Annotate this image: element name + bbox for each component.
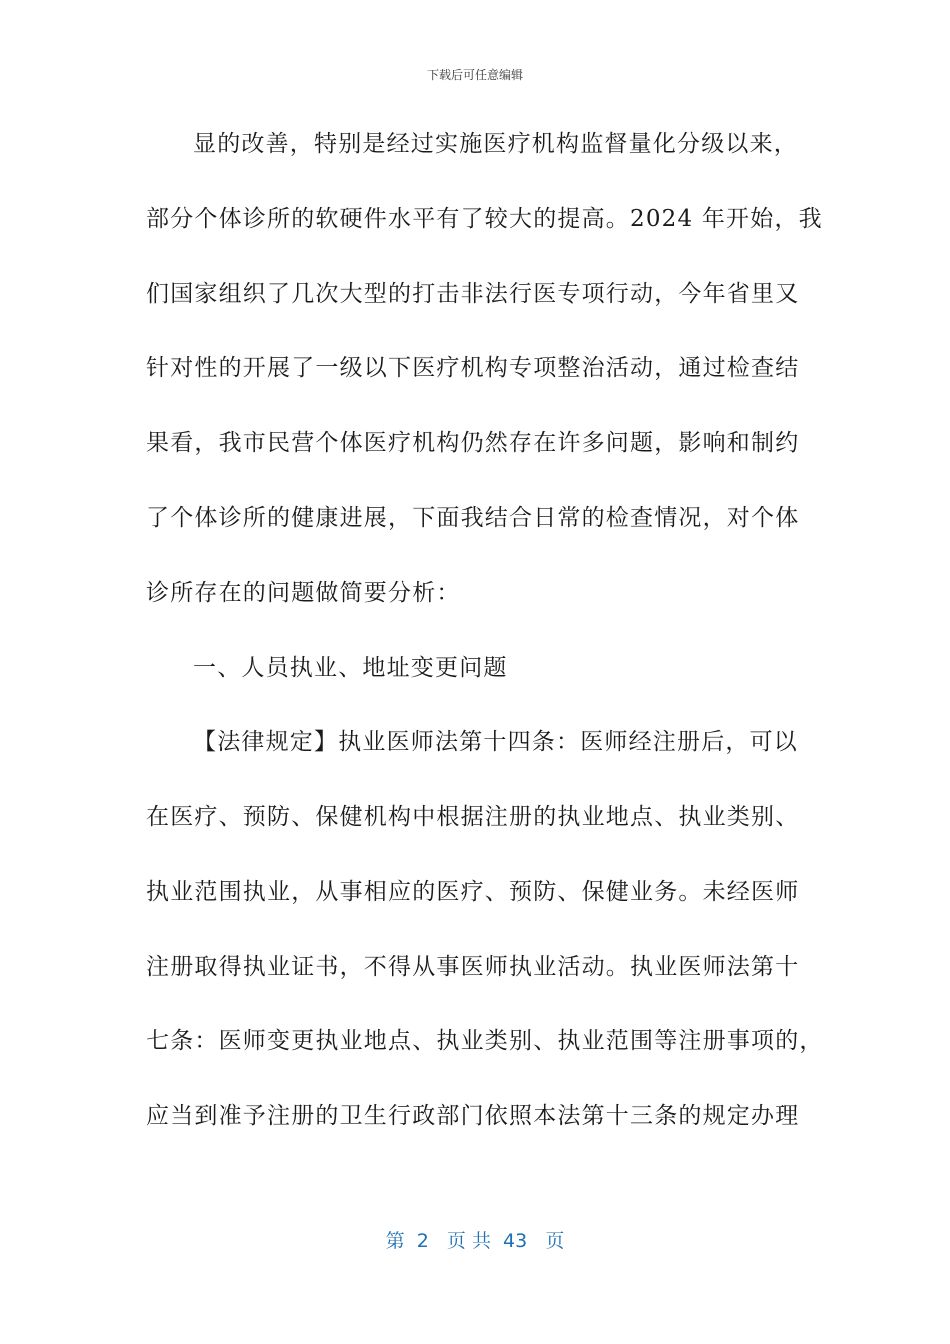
- body-line: 显的改善，特别是经过实施医疗机构监督量化分级以来，: [193, 131, 798, 157]
- body-line: 果看，我市民营个体医疗机构仍然存在许多问题，影响和制约: [146, 430, 800, 456]
- body-line: 诊所存在的问题做简要分析：: [146, 580, 461, 606]
- section-heading: 一、人员执业、地址变更问题: [193, 655, 508, 681]
- body-line: 注册取得执业证书，不得从事医师执业活动。执业医师法第十: [146, 954, 800, 980]
- body-line: 七条：医师变更执业地点、执业类别、执业范围等注册事项的，: [146, 1028, 824, 1054]
- body-line: 们国家组织了几次大型的打击非法行医专项行动，今年省里又: [146, 281, 800, 307]
- page-number-text: 第 2 页 共 43 页: [385, 1230, 565, 1252]
- body-line: 【法律规定】执业医师法第十四条：医师经注册后，可以: [193, 729, 798, 755]
- body-line: 执业范围执业，从事相应的医疗、预防、保健业务。未经医师: [146, 879, 800, 905]
- body-line: 应当到准予注册的卫生行政部门依照本法第十三条的规定办理: [146, 1103, 800, 1129]
- download-edit-note: 下载后可任意编辑: [426, 68, 523, 82]
- body-line: 了个体诊所的健康进展，下面我结合日常的检查情况，对个体: [146, 505, 800, 531]
- body-line: 在医疗、预防、保健机构中根据注册的执业地点、执业类别、: [146, 804, 800, 830]
- body-line: 部分个体诊所的软硬件水平有了较大的提高。2024 年开始，我: [146, 206, 823, 232]
- body-line: 针对性的开展了一级以下医疗机构专项整治活动，通过检查结: [146, 355, 800, 381]
- page-number-footer: [0, 1226, 950, 1253]
